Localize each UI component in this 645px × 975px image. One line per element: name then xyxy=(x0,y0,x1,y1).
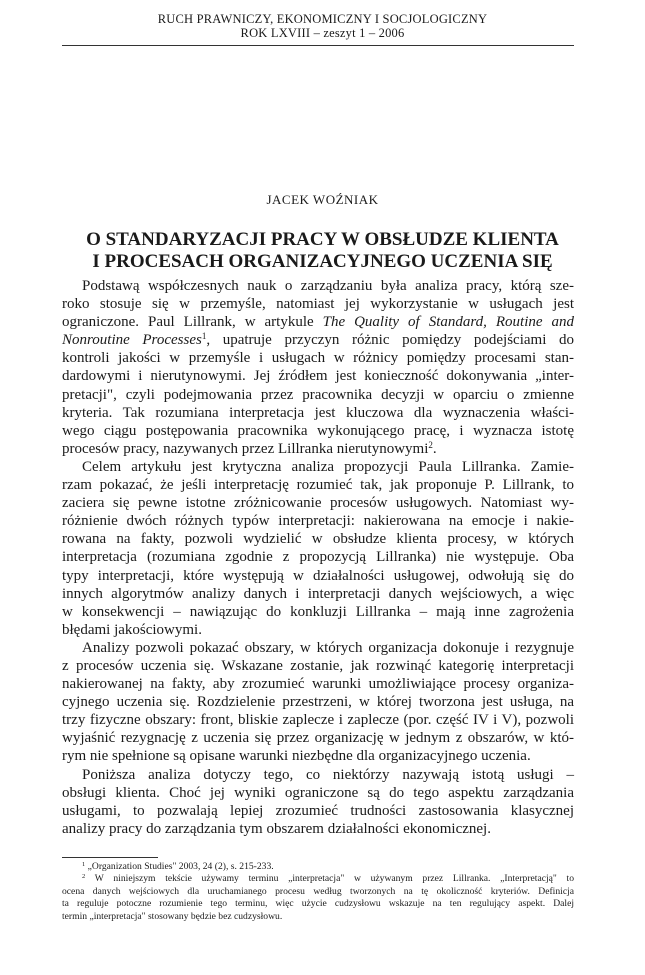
text-segment: Poniższa analiza dotyczy tego, co niektórzy nazywają istotą usługi – xyxy=(82,766,574,783)
footnote-rule xyxy=(62,857,158,858)
footnote-ref: 2 xyxy=(428,439,433,450)
text-segment: typy interpretacji, które występują w działalności usługowej, odwołują się do xyxy=(62,567,574,584)
text-segment: nakierowanej na fakty, aby zrozumieć warunki umożliwiające procesy organiza- xyxy=(62,676,574,693)
text-line xyxy=(62,530,574,548)
text-segment: obsługi klienta. Choć jej wyniki ograniczone są do tego aspektu zarządzania xyxy=(62,784,574,801)
text-line xyxy=(62,911,574,923)
text-line xyxy=(62,494,574,512)
text-line xyxy=(62,898,574,910)
text-line xyxy=(62,331,574,349)
header-rule xyxy=(62,45,574,46)
paragraph xyxy=(62,639,574,766)
footnote-ref: 1 xyxy=(201,331,207,342)
text-segment: cyjnego uczenia się. Rozdzielenie przestrzeni, w której tworzona jest usługa, na xyxy=(62,694,574,711)
text-line xyxy=(62,886,574,898)
text-segment: w konsekwencji – nawiązując do konkluzji Lillranka – mają inne zagrożenia xyxy=(62,603,574,620)
text-segment: procesów pracy, nazywanych przez Lillranka nierutynowymi xyxy=(62,440,429,457)
text-line xyxy=(62,784,574,802)
text-segment: wyjaśnić rezygnację z uczenia się przez organizację w jednym z obszarów, w któ- xyxy=(62,730,574,747)
text-line xyxy=(62,476,574,494)
text-line xyxy=(62,693,574,711)
text-segment: kontroli jakości w przemyśle i usługach w różnicy pomiędzy procesami stan- xyxy=(62,350,574,367)
text-line xyxy=(62,802,574,820)
text-line xyxy=(62,873,574,885)
text-line xyxy=(62,675,574,693)
footnote xyxy=(62,861,574,873)
text-segment: wego ciągu postępowania pracownika wykonującego pracę, i wyznacza istotę xyxy=(62,422,574,439)
footnote xyxy=(62,873,574,923)
text-line xyxy=(62,367,574,385)
text-segment: kryteria. Tak rozumiana interpretacja jest kluczowa dla wyznaczenia właści- xyxy=(62,404,574,421)
text-segment: rym nie spełnione są opisane warunki niezbędne dla organizacyjnego uczenia. xyxy=(62,748,531,765)
text-line xyxy=(62,548,574,566)
article-title-line-1: O STANDARYZACJI PRACY W OBSŁUDZE KLIENTA xyxy=(86,229,559,250)
text-segment: różnienie dwóch różnych typów interpretacji: nakierowana na emocje i nakie- xyxy=(62,513,574,530)
text-segment: z procesów uczenia się. Wskazane zostanie, jak rozwinąć kategorię interpretacji xyxy=(62,657,574,674)
text-line xyxy=(62,295,574,313)
text-segment: W niniejszym tekście używamy terminu „interpretacja" w używanym przez Lillranka. „Interpretacją" to xyxy=(85,873,574,885)
text-line xyxy=(62,766,574,784)
text-segment: termin „interpretacja" stosowany będzie bez cudzysłowu. xyxy=(62,910,283,922)
text-line xyxy=(62,711,574,729)
text-line xyxy=(62,349,574,367)
text-segment: trzy fizyczne obszary: front, bliskie zaplecze i zaplecze (por. część IV i V), pozwoli xyxy=(62,712,574,729)
paragraph xyxy=(62,766,574,838)
text-line xyxy=(62,458,574,476)
text-segment: Nonroutine Processes xyxy=(62,332,202,349)
text-line xyxy=(62,729,574,747)
text-segment: ta reguluje potoczne rozumienie tego terminu, więc użycie cudzysłowu wskazuje na ten regulujący aspekt. Dalej xyxy=(62,898,574,910)
text-segment: analizy pracy do zarządzania tym obszarem działalności ekonomicznej. xyxy=(62,820,491,837)
text-line xyxy=(62,567,574,585)
text-segment: Analizy pozwoli pokazać obszary, w których organizacja dokonuje i rezygnuje xyxy=(82,639,574,656)
text-line xyxy=(62,639,574,657)
author-name: JACEK WOŹNIAK xyxy=(266,192,379,207)
text-line xyxy=(62,621,574,639)
footnote-ref: 2 xyxy=(82,873,86,881)
text-segment: dardowymi i nierutynowymi. Jej źródłem jest konieczność dokonywania „inter- xyxy=(62,368,574,385)
text-segment: . xyxy=(432,440,437,457)
text-line xyxy=(62,440,574,458)
text-segment: Celem artykułu jest krytyczna analiza propozycji Paula Lillranka. Zamie- xyxy=(82,458,574,475)
text-segment: roko stosuje się w przemyśle, natomiast jej wykorzystanie w usługach jest xyxy=(62,296,574,313)
text-segment: „Organization Studies" 2003, 24 (2), s. 215-233. xyxy=(85,861,274,872)
paragraph xyxy=(62,277,574,458)
text-line xyxy=(62,747,574,765)
text-line xyxy=(62,313,574,331)
text-segment: zaciera się pewne istotne zróżnicowanie procesów usługowych. Natomiast wy- xyxy=(62,495,574,512)
footnotes xyxy=(62,861,574,923)
text-segment: ograniczone. Paul Lillrank, w artykule xyxy=(62,314,323,331)
journal-name: RUCH PRAWNICZY, EKONOMICZNY I SOCJOLOGICZNY xyxy=(157,12,488,26)
text-line xyxy=(62,422,574,440)
text-line xyxy=(62,603,574,621)
text-line xyxy=(62,585,574,603)
text-segment: rowana na fakty, pozwoli wydzielić w obsłudze klienta procesy, w których xyxy=(62,531,574,548)
footnote-ref: 1 xyxy=(82,861,86,868)
text-line xyxy=(62,386,574,404)
paragraph xyxy=(62,458,574,639)
text-segment: pretacji", czyli podejmowania przez pracownika decyzji w oparciu o zmienne xyxy=(62,386,574,403)
text-segment: ocena danych wejściowych dla uruchamianego procesu według tworzonych na tę okoliczność kryteriów. Definicja xyxy=(62,885,574,897)
text-line xyxy=(62,404,574,422)
text-line xyxy=(62,277,574,295)
journal-issue: ROK LXVIII – zeszyt 1 – 2006 xyxy=(240,26,405,40)
article-title-line-2: I PROCESACH ORGANIZACYJNEGO UCZENIA SIĘ xyxy=(92,251,553,272)
text-segment: Podstawą współczesnych nauk o zarządzaniu była analiza pracy, którą sze- xyxy=(82,278,574,294)
text-line xyxy=(62,512,574,530)
text-segment: The Quality of Standard, Routine and xyxy=(322,314,574,331)
article-body xyxy=(62,277,574,838)
text-line xyxy=(62,820,574,838)
text-segment: rzam pokazać, że jeśli interpretację rozumieć tak, jak proponuje P. Lillrank, to xyxy=(62,477,574,494)
text-segment: innych algorytmów analizy danych i interpretacji danych wejściowych, a więc xyxy=(62,585,574,602)
text-segment: błędami jakościowymi. xyxy=(62,621,202,638)
text-segment: , upatruje przyczyn różnic pomiędzy podejściami do xyxy=(206,332,574,349)
text-segment: usługami, to pozwalają lepiej zrozumieć trudności zastosowania klasycznej xyxy=(62,802,574,819)
text-segment: interpretacja (rozumiana zgodnie z propozycją Lillranka) nie występuje. Oba xyxy=(62,549,574,566)
text-line xyxy=(62,861,574,873)
text-line xyxy=(62,657,574,675)
